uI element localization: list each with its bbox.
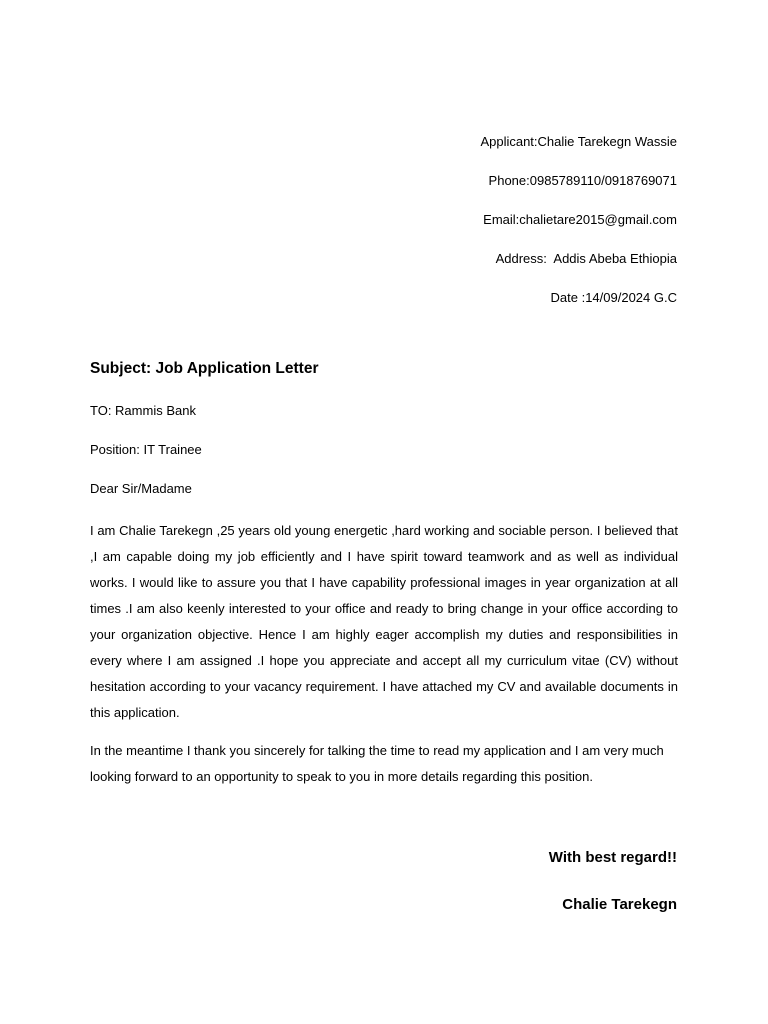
body-paragraph-intro: I am Chalie Tarekegn ,25 years old young energetic ,hard working and sociable person. I believed that ,I am capable doing my job efficiently and I have spirit toward teamwork and as well as individual works. I would like to assure you that I have capability professional images in year organization at all times .I am also keenly interested to your office and ready to bring change in your office according to your organization objective. Hence I am highly eager accomplish my duties and responsibilities in every where I am assigned .I hope you appreciate and accept all my curriculum vitae (CV) without hesitation according to your vacancy requirement. I have attached my CV and available documents in this application. xyxy=(90,523,678,720)
letter-date: Date :14/09/2024 G.C xyxy=(550,290,677,305)
applicant-info-block xyxy=(480,122,677,317)
recipient-to: TO: Rammis Bank xyxy=(90,403,196,418)
closing-block xyxy=(549,847,677,941)
signature-name: Chalie Tarekegn xyxy=(562,896,677,913)
letter-subject: Subject: Job Application Letter xyxy=(90,360,319,377)
recipient-position: Position: IT Trainee xyxy=(90,442,202,457)
applicant-email: Email:chalietare2015@gmail.com xyxy=(483,212,677,227)
letter-body xyxy=(90,401,678,802)
closing-regard: With best regard!! xyxy=(548,849,677,866)
applicant-address: Address: Addis Abeba Ethiopia xyxy=(495,251,677,266)
salutation: Dear Sir/Madame xyxy=(90,481,192,496)
body-paragraph-closing: In the meantime I thank you sincerely for talking the time to read my application and I am very much looking forward to an opportunity to speak to you in more details regarding this position. xyxy=(90,743,664,784)
applicant-phone: Phone:0985789110/0918769071 xyxy=(488,173,677,188)
applicant-name: Applicant:Chalie Tarekegn Wassie xyxy=(480,134,677,149)
